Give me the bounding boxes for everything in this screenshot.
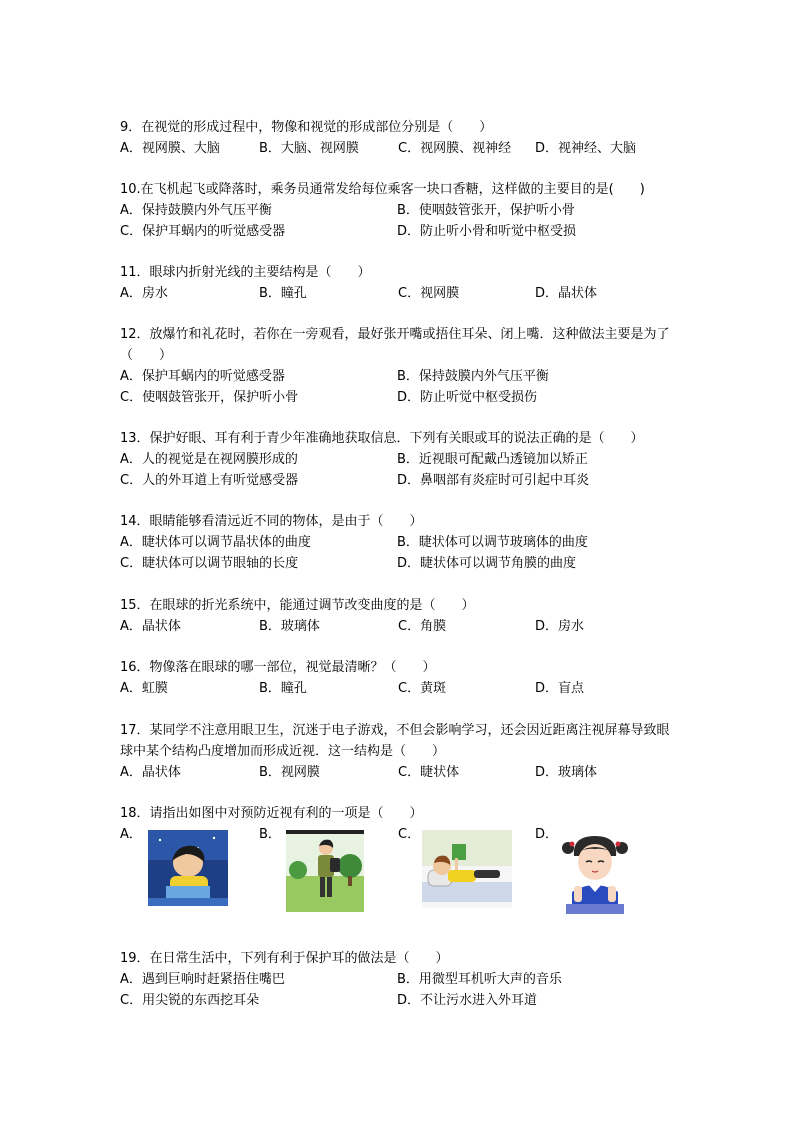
option-c: C．保护耳蜗内的听觉感受器 — [120, 224, 286, 239]
question-13 — [120, 428, 680, 491]
options-row — [120, 532, 680, 553]
question-10 — [120, 179, 680, 242]
option-c: C．视网膜、视神经 — [398, 141, 512, 156]
option-d: D．房水 — [535, 619, 585, 634]
option-b: B．瞳孔 — [259, 681, 307, 696]
options-row — [120, 200, 680, 221]
option-b: B．睫状体可以调节玻璃体的曲度 — [397, 535, 588, 550]
question-19 — [120, 948, 680, 1011]
option-a: A．保持鼓膜内外气压平衡 — [120, 203, 272, 218]
option-c: C．用尖锐的东西挖耳朵 — [120, 993, 260, 1008]
option-d: D．不让污水进入外耳道 — [397, 993, 538, 1008]
option-d: D．睫状体可以调节角膜的曲度 — [397, 556, 577, 571]
option-d-label: D． — [535, 827, 559, 842]
options-row — [120, 449, 680, 470]
question-18 — [120, 803, 680, 916]
picture-options-row — [120, 824, 680, 916]
options-row — [120, 990, 680, 1011]
question-stem: 19．在日常生活中，下列有利于保护耳的做法是（ ） — [120, 951, 449, 966]
option-b: B．大脑、视网膜 — [259, 141, 359, 156]
question-16 — [120, 657, 680, 699]
options-row — [120, 616, 680, 637]
lying-reading-image — [422, 830, 512, 908]
option-b: B．保持鼓膜内外气压平衡 — [397, 369, 549, 384]
options-row — [120, 470, 680, 491]
option-a: A．遇到巨响时赶紧捂住嘴巴 — [120, 972, 285, 987]
question-11 — [120, 262, 680, 304]
question-9 — [120, 117, 680, 159]
option-a: A．视网膜、大脑 — [120, 141, 220, 156]
girl-resting-eyes-image — [560, 830, 630, 914]
options-row — [120, 366, 680, 387]
option-d: D．玻璃体 — [535, 765, 598, 780]
question-15 — [120, 595, 680, 637]
option-b: B．瞳孔 — [259, 286, 307, 301]
option-c: C．人的外耳道上有听觉感受器 — [120, 473, 299, 488]
option-b-label: B． — [259, 827, 281, 842]
option-b: B．视网膜 — [259, 765, 320, 780]
option-c: C．睫状体 — [398, 765, 460, 780]
options-row — [120, 283, 680, 304]
option-b: B．近视眼可配戴凸透镜加以矫正 — [397, 452, 588, 467]
option-d: D．盲点 — [535, 681, 585, 696]
option-c: C．角膜 — [398, 619, 447, 634]
option-a: A．晶状体 — [120, 765, 181, 780]
options-row — [120, 387, 680, 408]
question-12 — [120, 324, 680, 408]
option-d: D．鼻咽部有炎症时可引起中耳炎 — [397, 473, 590, 488]
option-a-label: A． — [120, 827, 142, 842]
option-a: A．房水 — [120, 286, 168, 301]
options-row — [120, 553, 680, 574]
option-b: B．使咽鼓管张开，保护听小骨 — [397, 203, 575, 218]
option-a: A．晶状体 — [120, 619, 181, 634]
question-stem: 9．在视觉的形成过程中，物像和视觉的形成部位分别是（ ） — [120, 120, 493, 135]
options-row — [120, 762, 680, 783]
question-stem: 18．请指出如图中对预防近视有利的一项是（ ） — [120, 806, 423, 821]
option-d: D．防止听小骨和听觉中枢受损 — [397, 224, 577, 239]
question-stem: 13．保护好眼、耳有利于青少年准确地获取信息．下列有关眼或耳的说法正确的是（ ） — [120, 431, 644, 446]
option-c: C．黄斑 — [398, 681, 447, 696]
question-stem: 12．放爆竹和礼花时，若你在一旁观看，最好张开嘴或捂住耳朵、闭上嘴．这种做法主要是为了（ ） — [120, 327, 670, 363]
question-stem: 14．眼睛能够看清远近不同的物体，是由于（ ） — [120, 514, 423, 529]
question-stem: 16．物像落在眼球的哪一部位，视觉最清晰？（ ） — [120, 660, 436, 675]
question-stem: 15．在眼球的折光系统中，能通过调节改变曲度的是（ ） — [120, 598, 475, 613]
options-row — [120, 221, 680, 242]
options-row — [120, 678, 680, 699]
question-stem: 17．某同学不注意用眼卫生，沉迷于电子游戏，不但会影响学习，还会因近距离注视屏幕导致眼球中某个结构凸度增加而形成近视．这一结构是（ ） — [120, 723, 670, 759]
reading-in-dark-image — [148, 830, 228, 906]
option-d: D．视神经、大脑 — [535, 141, 637, 156]
options-row — [120, 969, 680, 990]
walking-reading-image — [286, 830, 364, 912]
question-14 — [120, 511, 680, 574]
option-c: C．使咽鼓管张开，保护听小骨 — [120, 390, 299, 405]
option-a: A．虹膜 — [120, 681, 168, 696]
option-a: A．睫状体可以调节晶状体的曲度 — [120, 535, 311, 550]
option-b: B．玻璃体 — [259, 619, 320, 634]
option-d: D．晶状体 — [535, 286, 598, 301]
option-c-label: C． — [398, 827, 421, 842]
option-c: C．睫状体可以调节眼轴的长度 — [120, 556, 299, 571]
option-b: B．用微型耳机听大声的音乐 — [397, 972, 562, 987]
question-17 — [120, 720, 680, 783]
question-stem: 11．眼球内折射光线的主要结构是（ ） — [120, 265, 371, 280]
options-row — [120, 138, 680, 159]
question-stem: 10.在飞机起飞或降落时，乘务员通常发给每位乘客一块口香糖，这样做的主要目的是( ) — [120, 182, 645, 197]
option-c: C．视网膜 — [398, 286, 460, 301]
option-d: D．防止听觉中枢受损伤 — [397, 390, 538, 405]
option-a: A．保护耳蜗内的听觉感受器 — [120, 369, 285, 384]
option-a: A．人的视觉是在视网膜形成的 — [120, 452, 298, 467]
